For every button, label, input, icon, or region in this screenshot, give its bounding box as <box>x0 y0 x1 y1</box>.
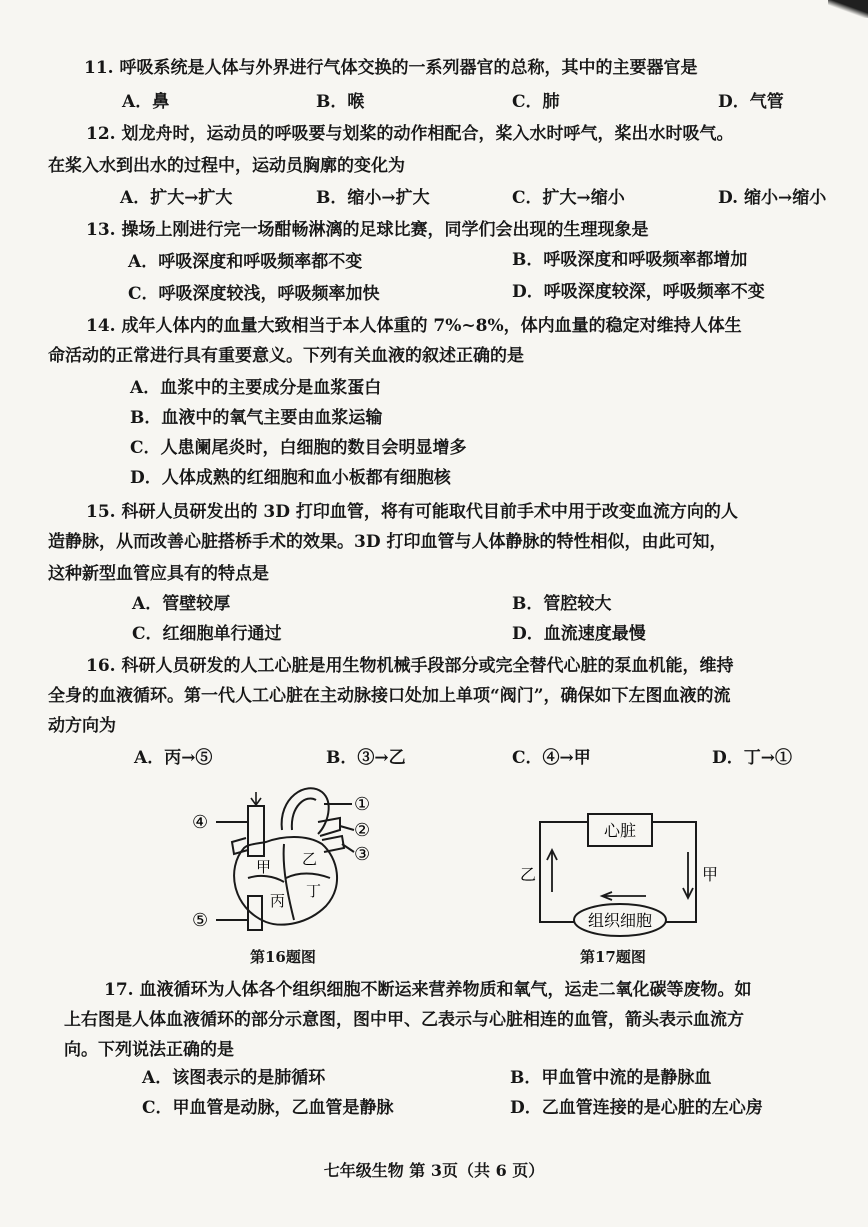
q13-stem: 13. 操场上刚进行完一场酣畅淋漓的足球比赛，同学们会出现的生理现象是 <box>86 220 649 240</box>
q17-option-b: B．甲血管中流的是静脉血 <box>510 1068 712 1088</box>
fig17-caption: 第17题图 <box>580 948 646 966</box>
heart-label-5: ⑤ <box>192 910 209 931</box>
q15-option-b: B．管腔较大 <box>512 594 612 614</box>
vena-cava-superior <box>248 806 264 856</box>
q12-stem-1: 12. 划龙舟时，运动员的呼吸要与划桨的动作相配合，桨入水时呼气，桨出水时吸气。 <box>86 124 734 144</box>
q17-stem-1: 17. 血液循环为人体各个组织细胞不断运来营养物质和氧气，运走二氧化碳等废物。如 <box>104 980 752 1000</box>
q11-option-d: D．气管 <box>718 92 784 112</box>
q17-option-d: D．乙血管连接的是心脏的左心房 <box>510 1098 763 1118</box>
q16-stem-3: 动方向为 <box>48 716 116 736</box>
q11-option-c: C．肺 <box>512 92 560 112</box>
pulmonary-vessel-upper <box>318 818 340 836</box>
chamber-ding: 丁 <box>306 882 322 900</box>
arrow-up-icon <box>547 850 557 892</box>
arrow-down-icon <box>251 792 261 805</box>
heart-label-1: ① <box>354 794 371 815</box>
q15-option-c: C．红细胞单行通过 <box>132 624 282 644</box>
q11-option-a: A．鼻 <box>122 92 170 112</box>
q16-option-b: B．③→乙 <box>326 748 406 768</box>
q16-option-c: C．④→甲 <box>512 748 591 768</box>
tissue-cell-label: 组织细胞 <box>587 911 653 930</box>
heart-box-label: 心脏 <box>603 821 637 840</box>
right-valve-line <box>248 876 284 882</box>
q14-option-c: C．人患阑尾炎时，白细胞的数目会明显增多 <box>130 438 467 458</box>
q14-stem-2: 命活动的正常进行具有重要意义。下列有关血液的叙述正确的是 <box>48 346 524 366</box>
q12-option-a: A．扩大→扩大 <box>120 188 233 208</box>
q17-option-a: A．该图表示的是肺循环 <box>142 1068 326 1088</box>
q16-stem-1: 16. 科研人员研发的人工心脏是用生物机械手段部分或完全替代心脏的泵血机能，维持 <box>86 656 734 676</box>
heart-diagram <box>186 778 386 938</box>
q15-stem-1: 15. 科研人员研发出的 3D 打印血管，将有可能取代目前手术中用于改变血流方向的人 <box>86 502 738 522</box>
arrow-down-icon <box>683 852 693 898</box>
q12-stem-2: 在桨入水到出水的过程中，运动员胸廓的变化为 <box>48 156 405 176</box>
page-footer: 七年级生物 第 3页（共 6 页） <box>323 1161 545 1180</box>
heart-label-2: ② <box>354 820 371 841</box>
q12-option-c: C．扩大→缩小 <box>512 188 625 208</box>
circulation-diagram <box>512 812 722 942</box>
chamber-bing: 丙 <box>270 892 286 910</box>
arrow-left-icon <box>602 892 646 900</box>
q15-option-a: A．管壁较厚 <box>132 594 231 614</box>
vessel-jia-label: 甲 <box>702 865 719 884</box>
leader-2 <box>340 826 354 830</box>
q12-option-d: D. 缩小→缩小 <box>718 188 827 208</box>
q13-option-d: D．呼吸深度较深，呼吸频率不变 <box>512 282 765 302</box>
fig16-caption: 第16题图 <box>250 948 316 966</box>
q14-option-a: A．血浆中的主要成分是血浆蛋白 <box>130 378 382 398</box>
q17-option-c: C．甲血管是动脉，乙血管是静脉 <box>142 1098 394 1118</box>
q14-option-d: D．人体成熟的红细胞和血小板都有细胞核 <box>130 468 451 488</box>
q14-option-b: B．血液中的氧气主要由血浆运输 <box>130 408 383 428</box>
left-valve-line <box>286 874 330 879</box>
q11-stem: 11. 呼吸系统是人体与外界进行气体交换的一系列器官的总称，其中的主要器官是 <box>84 58 698 78</box>
heart-label-3: ③ <box>354 844 371 865</box>
q13-option-a: A．呼吸深度和呼吸频率都不变 <box>128 252 363 272</box>
septum <box>284 844 294 920</box>
q16-option-d: D．丁→① <box>712 748 792 768</box>
q14-stem-1: 14. 成年人体内的血量大致相当于本人体重的 7%~8%，体内血量的稳定对维持人体生 <box>86 316 742 336</box>
aorta-inner <box>292 798 316 830</box>
q17-stem-2: 上右图是人体血液循环的部分示意图，图中甲、乙表示与心脏相连的血管，箭头表示血流方 <box>64 1010 744 1030</box>
q13-option-b: B．呼吸深度和呼吸频率都增加 <box>512 250 748 270</box>
pulmonary-vessel-lower <box>322 836 344 852</box>
q15-option-d: D．血流速度最慢 <box>512 624 646 644</box>
q13-option-c: C．呼吸深度较浅，呼吸频率加快 <box>128 284 380 304</box>
vessel-yi-label: 乙 <box>520 865 537 884</box>
q11-option-b: B．喉 <box>316 92 365 112</box>
q16-option-a: A．丙→⑤ <box>134 748 213 768</box>
q16-stem-2: 全身的血液循环。第一代人工心脏在主动脉接口处加上单项“阀门”，确保如下左图血液的流 <box>48 686 731 706</box>
aorta-arch <box>282 788 329 834</box>
chamber-yi: 乙 <box>302 850 318 868</box>
chamber-jia: 甲 <box>256 858 272 876</box>
heart-label-4: ④ <box>192 812 209 833</box>
q17-stem-3: 向。下列说法正确的是 <box>64 1040 234 1060</box>
q12-option-b: B．缩小→扩大 <box>316 188 430 208</box>
q15-stem-3: 这种新型血管应具有的特点是 <box>48 564 269 584</box>
q15-stem-2: 造静脉，从而改善心脏搭桥手术的效果。3D 打印血管与人体静脉的特性相似，由此可知， <box>48 532 727 552</box>
